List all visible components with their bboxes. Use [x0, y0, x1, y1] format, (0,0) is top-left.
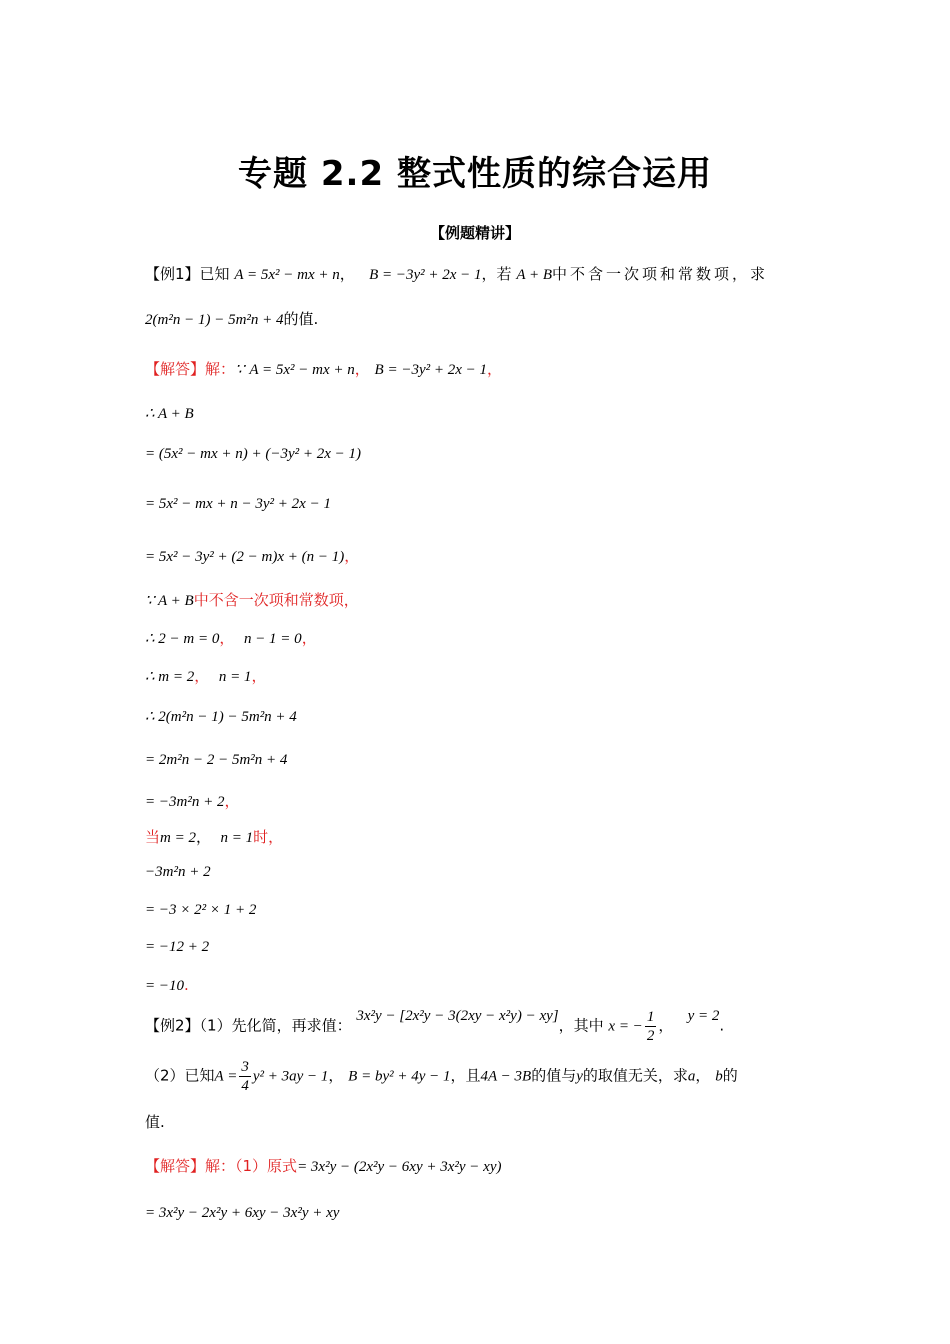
- example-2-part-2-cont: [145, 1111, 815, 1132]
- example-2-part-2: [145, 1058, 815, 1095]
- text: （1）原式: [235, 1157, 298, 1175]
- text: 已知: [199, 265, 230, 283]
- solution-step: = 3x²y − 2x²y + 6xy − 3x²y + xy: [145, 1205, 340, 1221]
- text: .: [184, 976, 189, 994]
- solution-step: [145, 790, 815, 811]
- formula: y² + 3ay − 1: [252, 1068, 329, 1085]
- solution-step: = −3 × 2² × 1 + 2: [145, 902, 257, 918]
- formula: A + B: [516, 267, 553, 283]
- solution-result: [145, 976, 815, 995]
- text: ，: [339, 265, 355, 283]
- formula: ∴ 2 − m = 0: [145, 631, 220, 647]
- text: ，且: [450, 1066, 481, 1085]
- solution-1-header: [145, 358, 815, 379]
- text: ，若: [481, 265, 512, 283]
- formula: 4A − 3B: [480, 1068, 532, 1085]
- text: ，: [224, 792, 240, 810]
- numerator: 3: [241, 1059, 249, 1075]
- solution-step: [145, 665, 815, 686]
- formula: ∵ A + B: [145, 593, 194, 609]
- text: .: [719, 1016, 725, 1035]
- text: ，: [695, 1066, 711, 1085]
- formula: 2(m²n − 1) − 5m²n + 4: [145, 312, 284, 328]
- formula: y = 2: [687, 1008, 720, 1024]
- formula: m = 2: [160, 830, 196, 846]
- text: 中不含一次项和常数项，求: [552, 265, 769, 283]
- example-1-statement: [145, 263, 815, 284]
- formula: B = −3y² + 2x − 1: [369, 267, 482, 283]
- text: ，: [658, 1016, 674, 1035]
- solution-condition: [145, 589, 815, 610]
- formula: n = 1: [218, 669, 252, 685]
- formula: b: [715, 1068, 723, 1085]
- solution-label: 【解答】解：: [145, 1157, 236, 1175]
- formula: ∴ m = 2: [145, 669, 195, 685]
- formula: A = 5x² − mx + n: [249, 362, 355, 378]
- text: 的取值无关，求: [582, 1066, 688, 1085]
- text: ，: [354, 360, 370, 378]
- formula: 3x²y − [2x²y − 3(2xy − x²y) − xy]: [356, 1008, 559, 1024]
- text: ，: [301, 629, 317, 647]
- formula: = 5x² − 3y² + (2 − m)x + (n − 1): [145, 549, 345, 565]
- solution-substitution: [145, 826, 815, 847]
- solution-step: = 2m²n − 2 − 5m²n + 4: [145, 752, 288, 768]
- formula: x = −: [608, 1018, 643, 1035]
- fraction: [239, 1058, 251, 1095]
- text: 值.: [145, 1113, 165, 1131]
- formula: A = 5x² − mx + n: [234, 267, 340, 283]
- solution-step: = 5x² − mx + n − 3y² + 2x − 1: [145, 496, 331, 512]
- page-title: 专题 2.2 整式性质的综合运用: [238, 154, 712, 194]
- text: ，: [251, 667, 267, 685]
- text: ，: [344, 547, 360, 565]
- text: 的值与: [531, 1066, 577, 1085]
- text: ，: [194, 667, 210, 685]
- text: 时，: [253, 828, 284, 846]
- solution-step: ∴ A + B: [145, 406, 194, 422]
- numerator: 1: [646, 1009, 655, 1025]
- text: ，: [328, 1066, 344, 1085]
- formula: a: [687, 1068, 696, 1085]
- text: ，: [195, 828, 211, 846]
- text: 的值.: [283, 310, 319, 328]
- formula: = −10: [145, 978, 184, 994]
- denominator: 2: [646, 1028, 655, 1044]
- text: ，其中: [558, 1016, 604, 1035]
- solution-step: = (5x² − mx + n) + (−3y² + 2x − 1): [145, 446, 362, 462]
- text: （2）已知: [145, 1066, 215, 1085]
- formula: B = −3y² + 2x − 1: [374, 362, 488, 378]
- formula: B = by² + 4y − 1: [348, 1068, 451, 1085]
- formula: A =: [214, 1068, 238, 1085]
- text: ，: [219, 629, 235, 647]
- solution-step: [145, 545, 815, 566]
- section-heading: 【例题精讲】: [429, 224, 520, 242]
- text: 的: [722, 1066, 738, 1085]
- formula: = −3m²n + 2: [145, 794, 225, 810]
- text: （1）先化简，再求值：: [199, 1016, 352, 1035]
- solution-label: 【解答】解：: [145, 360, 236, 378]
- denominator: 4: [241, 1078, 249, 1094]
- example-1-statement-cont: [145, 308, 815, 329]
- formula: n − 1 = 0: [243, 631, 302, 647]
- text: ，: [487, 360, 503, 378]
- formula: = 3x²y − (2x²y − 6xy + 3x²y − xy): [297, 1159, 502, 1175]
- solution-2-header: [145, 1155, 815, 1176]
- example-2-part-1: [145, 1008, 815, 1045]
- formula: ∵: [235, 362, 245, 378]
- formula: y: [576, 1068, 583, 1085]
- example-label: 【例2】: [145, 1016, 200, 1035]
- text: 中不含一次项和常数项，: [193, 591, 359, 609]
- solution-step: −3m²n + 2: [145, 864, 211, 880]
- solution-step: ∴ 2(m²n − 1) − 5m²n + 4: [145, 709, 297, 725]
- text: 当: [145, 828, 161, 846]
- example-label: 【例1】: [145, 265, 200, 283]
- solution-step: [145, 627, 815, 648]
- fraction: [645, 1008, 657, 1045]
- formula: n = 1: [220, 830, 254, 846]
- solution-step: = −12 + 2: [145, 939, 210, 955]
